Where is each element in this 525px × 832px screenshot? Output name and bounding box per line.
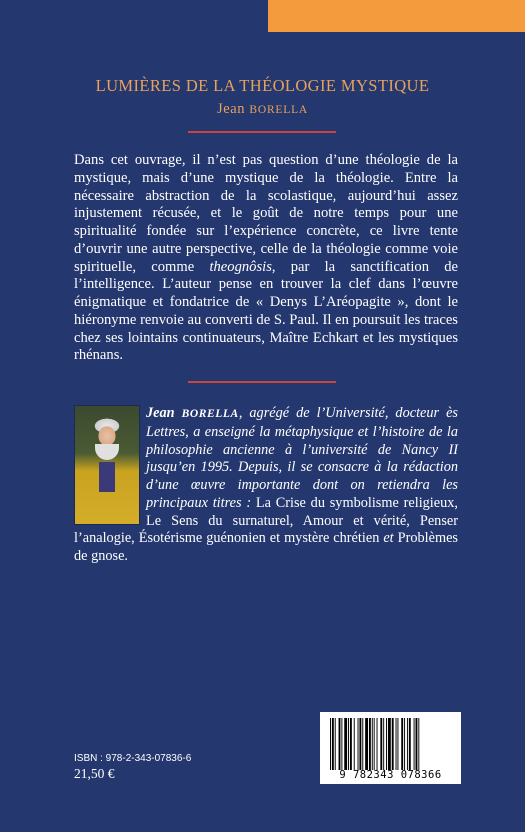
- bio-name-last: BORELLA: [181, 408, 239, 420]
- barcode-bar: [383, 718, 384, 770]
- author-first-name: Jean: [216, 101, 250, 117]
- bio-et: et: [383, 530, 394, 547]
- barcode-bar: [339, 718, 341, 770]
- author-bio: [74, 405, 458, 566]
- barcode-bar: [396, 718, 397, 770]
- divider-top: [188, 131, 336, 133]
- barcode-bar: [348, 718, 349, 770]
- author-last-name: BORELLA: [249, 104, 308, 116]
- blurb-italic-term: theognôsis: [209, 258, 272, 275]
- barcode-bar: [397, 718, 398, 770]
- barcode-bar: [409, 718, 411, 770]
- barcode-bar: [377, 718, 378, 770]
- bio-titles-2: Problèmes de gnose.: [74, 530, 458, 564]
- barcode-bar: [369, 718, 371, 770]
- isbn: ISBN : 978-2-343-07836-6: [74, 753, 192, 764]
- barcode-bar: [392, 718, 394, 770]
- barcode-bar: [335, 718, 336, 770]
- bio-titles-1: La Crise du symbolisme religieux, Le Sens du surnaturel, Amour et vérité, Penser l’analogie, Ésotérisme guénonien et mystère chrétien: [74, 494, 458, 547]
- barcode-bar: [330, 718, 331, 770]
- barcode-bar: [416, 718, 418, 770]
- barcode-bar: [344, 718, 347, 770]
- blurb-paragraph: [74, 152, 458, 365]
- barcode-bar: [414, 718, 415, 770]
- blurb-text-1: Dans cet ouvrage, il n’est pas question d’une théologie de la mystique, mais d’une mystique de la théologie. Entre la nécessaire abstraction de la scolastique, aujourd’hui assez injustement récusée, et le goût de notre temps pour une spiritualité fondée sur l’expérience concrète, ce livre tente d’ouvrir une autre perspective, celle de la théologie comme voie spirituelle, comme: [74, 152, 458, 275]
- blurb-text-2: , par la sanctification de l’intelligence. L’auteur pense en trouver la clef dans l’œuvre énigmatique et fondatrice de « Denys L’Aréopagite », dont le hiéronyme renvoie au converti de S. Paul. Il en poursuit les traces chez ses lointains continuateurs, Maître Echkart et les mystiques rhénans.: [74, 258, 459, 364]
- barcode-bar: [365, 718, 368, 770]
- barcode-bar: [354, 718, 355, 770]
- orange-accent-band: [268, 0, 525, 32]
- barcode-bars: [330, 718, 451, 770]
- barcode-bar: [358, 718, 359, 770]
- barcode-digits: 9 782343 078366: [339, 769, 442, 781]
- barcode-bar: [374, 718, 375, 770]
- barcode-bar: [404, 718, 405, 770]
- barcode-bar: [401, 718, 403, 770]
- book-title: LUMIÈRES DE LA THÉOLOGIE MYSTIQUE: [95, 76, 430, 95]
- bio-intro: , agrégé de l’Université, docteur ès Lettres, a enseigné la métaphysique et l’histoire de la philosophie ancienne à l’université de Nancy II jusqu’en 1995. Depuis, il se consacre à la rédaction d’une œuvre importante dont on retiendra les principaux titres :: [146, 405, 458, 511]
- bio-name-first: Jean: [146, 405, 182, 421]
- barcode-bar: [332, 718, 334, 770]
- barcode-bar: [359, 718, 361, 770]
- barcode-bar: [350, 718, 352, 770]
- price: 21,50 €: [74, 766, 115, 781]
- book-author: [0, 101, 525, 118]
- photo-spacer: [74, 405, 146, 528]
- barcode-bar: [388, 718, 391, 770]
- barcode-bar: [362, 718, 363, 770]
- barcode-bar: [341, 718, 342, 770]
- barcode-bar: [372, 718, 373, 770]
- barcode-bar: [386, 718, 387, 770]
- barcode-bar: [418, 718, 419, 770]
- barcode-bar: [380, 718, 382, 770]
- divider-middle: [188, 381, 336, 383]
- barcode-bar: [407, 718, 408, 770]
- barcode: [320, 712, 461, 784]
